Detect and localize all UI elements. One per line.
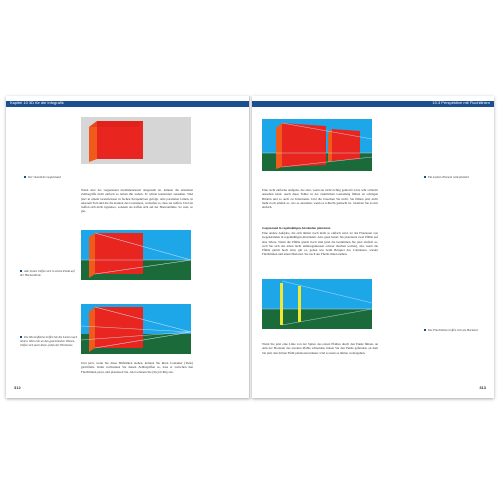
left-body-text-1: Wenn aber der Gegenstand dreidimensional dargestellt ist, können die einzelnen Zeilbegriffe nicht einfach so neben ihn stehen. Er würde konstruiert aussehen. Sind jetzt in einem Grundwissen in fachen Perspektiven gefolgt. Alle parallelen Linien, in unserem Fall sind die die Kanten des Containers, verlaufen so, dass sie treffen. Und sie treffen sich nicht irgendwo, sondern sie treffen sich auf der Horizontlinie. So weit, so gut.: [81, 188, 193, 214]
left-figure3-caption: Die Wiesenfläche treffen Sie die Linien nach hinten. Wenn Sie an den gezeichneten Wiesen, treffen sich auch diese, jeden der Horizonte.: [20, 335, 78, 347]
figure-poles: [262, 279, 372, 329]
left-figure1-caption: Der räumliche Gegenstand: [24, 176, 78, 180]
right-body-text-1: Eine recht einfache Aufgabe, die aber, wenn sie nicht richtig gemacht wird, sehr schlecht aussehen kann. Auch diese Fehler in der räumlichen Gestaltung führen zu schrägen Bildern und so auch zu Irritationen. Und die brauchen Sie nicht. Sie fühlen jetzt nicht mehr noch einmal so, wie es aussehen, wenn es schlecht gemacht ist. Glauben Sie es mir einfach.: [262, 188, 378, 210]
figure-two-boxes: [262, 119, 372, 171]
caption-bullet-icon: [424, 176, 426, 178]
caption-bullet-icon: [24, 176, 26, 178]
right-page: [252, 96, 494, 398]
right-header-title: 10.3 Perspektive mit Fluchtlinien: [432, 100, 490, 105]
right-figure1-caption: Ein zweites Element wird platziert: [424, 176, 488, 180]
right-body-text-3: Wenn Sie jetzt eine Linie von der Spitze des ersten Pfahles durch den Punkt führen, an dem der Horizont des zweiten Pfahls schneiden, haben Sie den Punkt gefunden, an dem Sie jetzt den dritten Pfahl platzieren können. Und so kann es immer weitergehen.: [262, 342, 378, 355]
right-page-number: 313: [479, 385, 486, 390]
figure-box-fluchtlinien: [81, 230, 191, 280]
right-figure2-caption: Die Fluchtlinien treffen sich am Horizont.: [424, 329, 488, 333]
figure-box-wiese: [81, 304, 191, 354]
right-section-heading: Gegenstand in regelmäßigen Abständen platzieren: [262, 226, 331, 230]
left-page: [6, 96, 250, 398]
left-body-text-2: Und jetzt, wenn Sie diese Hilfslinien ziehen, können Sie Ihren Container (Tiefe) gleichfalls. Dann verbrennen Sie diesen Zeilbegriffen so, dass er zwischen den Fluchtlinien passt, und platzieren Sie. Jetzt schauen Sie (Sie) richtig aus.: [81, 361, 193, 374]
pole-1: [280, 283, 283, 325]
left-figure2-caption: Alle Linien treffen sich in einem Punkt auf der Horizontlinie.: [20, 269, 75, 277]
pole-2: [298, 286, 301, 322]
figure-3d-box-gray: [81, 117, 191, 164]
caption-bullet-icon: [424, 329, 426, 331]
left-page-number: 312: [14, 385, 21, 390]
left-header-title: Kapitel 10 3D für die Infografik: [10, 100, 64, 105]
right-body-text-2: Eine andere Aufgabe, die sich immer noch nicht so einfach wird, ist das Platzieren von Gegenständen in regelmäßigen Abständen. Also ganz banal: Sie platzieren zwei Pfähle auf eine Wiese. Wenn die Pfähle gleich hoch sind (und die bestimmen Sie jetzt einfach so, weil Sie sich das leben nicht unmissgemessen schwer machen wollen), also wenn die Pfähle gleich hoch sind, gilt es, genau wie beim Beispiel des Containers, wieder Fluchtlinien und einen Horizont. Sie nach der Flucht-linien ziehen.: [262, 231, 378, 257]
